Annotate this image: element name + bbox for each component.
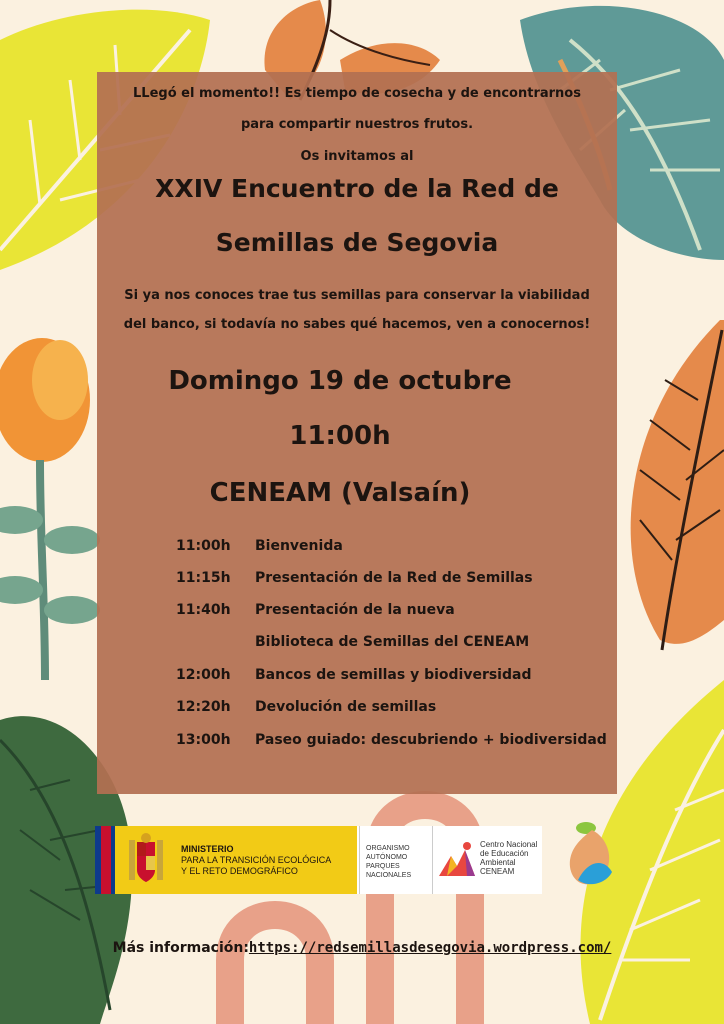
- ceneam-line-3: Ambiental: [480, 858, 516, 867]
- program-activity: Biblioteca de Semillas del CENEAM: [255, 634, 530, 650]
- spain-coat-of-arms-icon: [125, 832, 167, 888]
- program-activity: Bienvenida: [255, 538, 343, 554]
- oapn-line-4: NACIONALES: [366, 872, 412, 879]
- footer-label: Más información:: [112, 940, 249, 956]
- ministry-name-line-3: Y EL RETO DEMOGRÁFICO: [181, 866, 298, 876]
- oapn-line-2: AUTÓNOMO: [366, 854, 408, 861]
- intro-line-1: LLegó el momento!! Es tiempo de cosecha y de encontrarnos: [133, 86, 581, 101]
- eu-flag-icon: [95, 826, 115, 894]
- ceneam-line-2: de Educación: [480, 849, 529, 858]
- program-time: 11:00h: [176, 538, 231, 554]
- footer-more-info: [0, 940, 724, 956]
- ministry-logo: [95, 826, 357, 894]
- ceneam-line-1: Centro Nacional: [480, 840, 538, 849]
- event-title-line-2: Semillas de Segovia: [215, 228, 499, 257]
- intro-line-3: Os invitamos al: [300, 149, 414, 164]
- program-activity: Presentación de la Red de Semillas: [255, 570, 533, 586]
- orange-flower-left-icon: [0, 338, 90, 462]
- ministry-name-line-2: PARA LA TRANSICIÓN ECOLÓGICA: [181, 855, 332, 865]
- lead-line-1: Si ya nos conoces trae tus semillas para conservar la viabilidad: [124, 288, 590, 303]
- program-time: 11:15h: [176, 570, 231, 586]
- intro-line-2: para compartir nuestros frutos.: [240, 117, 474, 132]
- program-activity: Bancos de semillas y biodiversidad: [255, 667, 532, 683]
- program-activity: Presentación de la nueva: [255, 602, 455, 618]
- program-time: 12:00h: [176, 667, 231, 683]
- ceneam-mark-icon: [437, 840, 477, 880]
- event-title-line-1: XXIV Encuentro de la Red de: [155, 174, 559, 203]
- program-time: 11:40h: [176, 602, 231, 618]
- program-time: 12:20h: [176, 699, 231, 715]
- program-time: 13:00h: [176, 732, 231, 748]
- sponsor-logos: [95, 826, 542, 894]
- event-date: Domingo 19 de octubre: [168, 366, 512, 396]
- oapn-line-3: PARQUES: [366, 863, 400, 870]
- ceneam-line-4: CENEAM: [480, 867, 515, 876]
- seed-network-logo-icon: [566, 820, 618, 890]
- program-activity: Paseo guiado: descubriendo + biodiversidad: [255, 732, 607, 748]
- orange-leaf-right-icon: [631, 320, 724, 650]
- event-place: CENEAM (Valsaín): [209, 478, 471, 508]
- oapn-logo: [359, 826, 433, 894]
- ministry-name-line-1: MINISTERIO: [181, 844, 234, 854]
- ceneam-logo: [433, 826, 542, 894]
- lead-line-2: del banco, si todavía no sabes qué hacemos, ven a conocernos!: [123, 317, 591, 332]
- event-time: 11:00h: [289, 421, 391, 451]
- oapn-line-1: ORGANISMO: [366, 845, 410, 852]
- program-activity: Devolución de semillas: [255, 699, 437, 715]
- website-link[interactable]: https://redsemillasdesegovia.wordpress.com/: [248, 940, 612, 956]
